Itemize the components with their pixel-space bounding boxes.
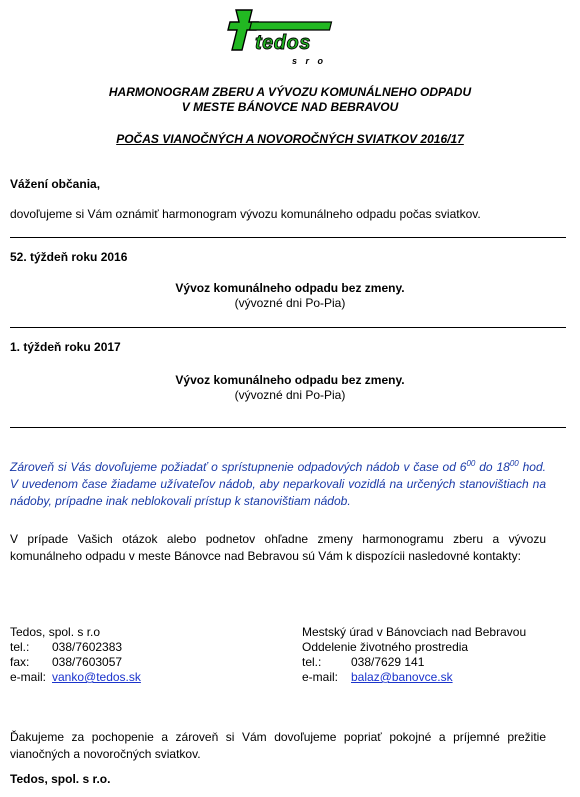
title-line-2: V MESTE BÁNOVCE NAD BEBRAVOU: [181, 100, 399, 114]
tedos-logo: [222, 4, 340, 68]
access-notice: Zároveň si Vás dovoľujeme požiadať o sprístupnenie odpadových nádob v čase od $6^{00}$ do $18^{00}$ hod. V uvedenom čase žiadame užívateľov nádob, aby neparkovali vozidlá na určených stanovištiach na nádoby, prípadne inak neblokovali prístup k stanovištiam nádob.: [10, 459, 546, 508]
divider: [10, 237, 566, 238]
contact-tedos-email: e-mail: vanko@tedos.sk: [10, 670, 141, 684]
contact-city-dept: Oddelenie životného prostredia: [302, 640, 469, 654]
divider: [10, 427, 566, 428]
contact-tedos-fax: fax: 038/7603057: [10, 655, 123, 669]
contact-city-name: Mestský úrad v Bánovciach nad Bebravou: [302, 625, 527, 639]
greeting: Vážení občania,: [10, 177, 101, 191]
contact-city-office: [302, 625, 526, 685]
contact-city-email: e-mail: balaz@banovce.sk: [302, 670, 453, 684]
tedos-logo-graphic: [222, 4, 340, 68]
document-subtitle: POČAS VIANOČNÝCH A NOVOROČNÝCH SVIATKOV 2016/17: [116, 132, 464, 146]
contact-tedos: [10, 625, 141, 685]
week-52-title: 52. týždeň roku 2016: [10, 250, 128, 264]
intro-text: dovoľujeme si Vám oznámiť harmonogram vývozu komunálneho odpadu počas sviatkov.: [10, 207, 481, 221]
contact-tedos-phone: tel.: 038/7602383: [10, 640, 123, 654]
week-1-status: Vývoz komunálneho odpadu bez zmeny.: [175, 373, 405, 387]
week-1-days: (vývozné dni Po-Pia): [234, 388, 346, 402]
contacts-intro: V prípade Vašich otázok alebo podnetov ohľadne zmeny harmonogramu zberu a vývozu komunálneho odpadu v meste Bánovce nad Bebravou sú Vám k dispozícii nasledovné kontakty:: [10, 532, 546, 563]
tedos-email-link[interactable]: vanko@tedos.sk: [52, 670, 141, 684]
signature: Tedos, spol. s r.o.: [10, 772, 111, 786]
logo-brand: tedos: [255, 32, 311, 54]
logo-suffix: s r o: [292, 56, 327, 66]
divider: [10, 327, 566, 328]
contact-tedos-name: Tedos, spol. s r.o: [10, 625, 101, 639]
closing-text: Ďakujeme za pochopenie a zároveň si Vám dovoľujeme popriať pokojné a príjemné prežitie vianočných a novoročných sviatkov.: [10, 730, 546, 761]
city-email-link[interactable]: balaz@banovce.sk: [351, 670, 453, 684]
week-1-title: 1. týždeň roku 2017: [10, 340, 121, 354]
week-52-days: (vývozné dni Po-Pia): [234, 296, 346, 310]
document-title: [0, 85, 580, 115]
contact-city-phone: tel.: 038/7629 141: [302, 655, 425, 669]
title-line-1: HARMONOGRAM ZBERU A VÝVOZU KOMUNÁLNEHO ODPADU: [108, 85, 472, 99]
week-52-status: Vývoz komunálneho odpadu bez zmeny.: [175, 281, 405, 295]
